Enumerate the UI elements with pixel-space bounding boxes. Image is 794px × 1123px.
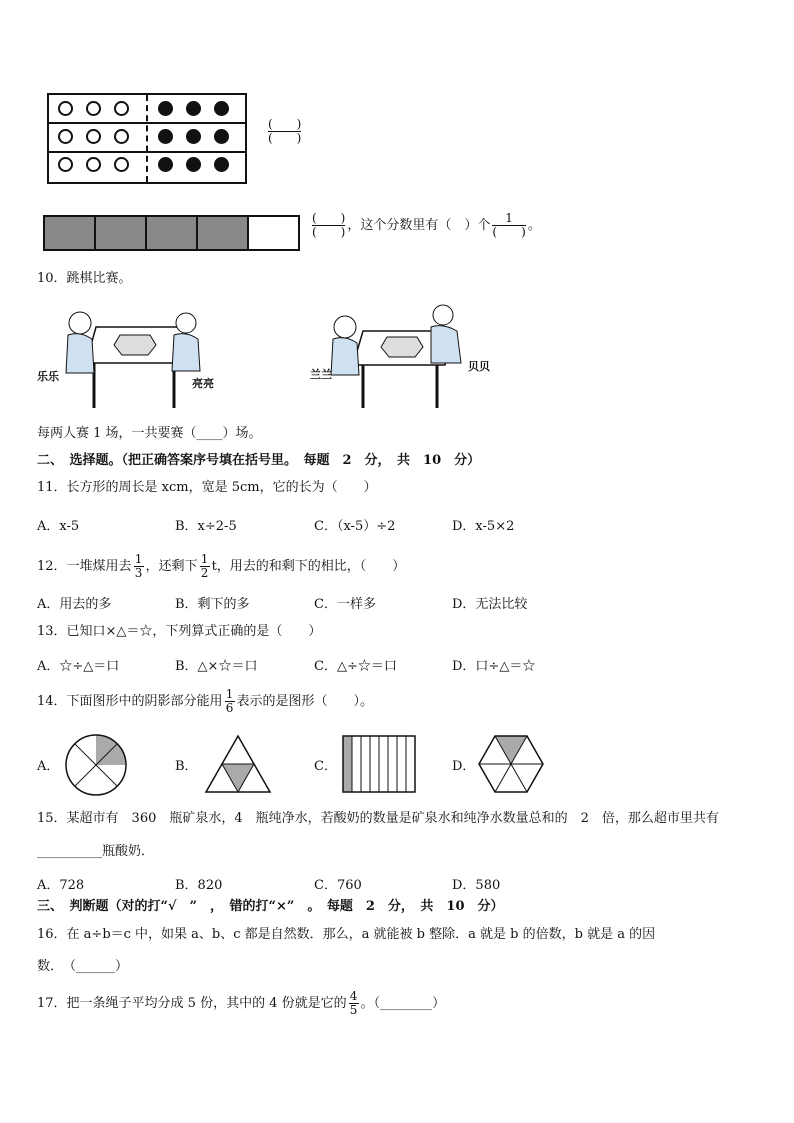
- q13-option-d: D．口÷△＝☆: [452, 659, 536, 674]
- section-2-heading: 二、 选择题。（把正确答案序号填在括号里。 每题 2 分， 共 10 分）: [37, 453, 481, 468]
- player-lele: 乐乐: [37, 370, 59, 383]
- chess-scene-left: [38, 305, 208, 410]
- q14-option-b: B．: [175, 759, 198, 774]
- player-lanlan: 兰兰: [310, 368, 332, 381]
- q13-option-b: B．△×☆＝口: [175, 659, 258, 674]
- filled-dot: [158, 101, 173, 116]
- strip-figure: [43, 215, 300, 251]
- q12-stem: 12．一堆煤用去 $\frac{1}{3}$ ，还剩下 $\frac{1}{2}$ t，用去的和剩下的相比，（ ）: [37, 552, 406, 580]
- q14-option-d: D．: [452, 759, 476, 774]
- hollow-dot: [58, 157, 73, 172]
- q13-option-c: C．△÷☆＝口: [314, 659, 397, 674]
- filled-dot: [186, 101, 201, 116]
- hollow-dot: [114, 101, 129, 116]
- q10-text: 每两人赛 1 场，一共要赛（____）场。: [37, 426, 262, 441]
- hollow-dot: [86, 129, 101, 144]
- hollow-dot: [114, 129, 129, 144]
- q12-option-d: D．无法比较: [452, 597, 528, 612]
- player-liangliang: 亮亮: [192, 377, 214, 390]
- filled-dot: [158, 157, 173, 172]
- hollow-dot: [58, 129, 73, 144]
- q15-option-d: D．580: [452, 878, 501, 893]
- q11-option-b: B．x÷2-5: [175, 519, 237, 534]
- q10-title: 10．跳棋比赛。: [37, 271, 132, 286]
- q14-figure-c-rectangle: [342, 735, 416, 793]
- hollow-dot: [58, 101, 73, 116]
- q14-option-c: C．: [314, 759, 337, 774]
- hollow-dot: [114, 157, 129, 172]
- q14-option-a: A．: [37, 759, 60, 774]
- q11-option-d: D．x-5×2: [452, 519, 515, 534]
- q14-figure-d-hexagon: [476, 733, 546, 795]
- q15-option-a: A．728: [37, 878, 85, 893]
- q12-option-a: A．用去的多: [37, 597, 112, 612]
- q15-stem: 15．某超市有 360 瓶矿泉水，4 瓶纯净水，若酸奶的数量是矿泉水和纯净水数量总和的 2 倍，那么超市里共有: [37, 811, 719, 826]
- q16-line-2: 数． （______）: [37, 959, 129, 974]
- q17-stem: 17．把一条绳子平均分成 5 份，其中的 4 份就是它的 $\frac{4}{5}$ 。（________）: [37, 989, 446, 1017]
- q11-stem: 11．长方形的周长是 xcm，宽是 5cm，它的长为（ ）: [37, 480, 377, 495]
- q16-line-1: 16．在 a÷b＝c 中，如果 a、b、c 都是自然数．那么，a 就能被 b 整除．a 就是 b 的倍数，b 就是 a 的因: [37, 927, 656, 942]
- fraction-answer-1: $\frac{( )}{( )}$: [268, 117, 302, 145]
- q12-option-b: B．剩下的多: [175, 597, 250, 612]
- q11-option-a: A．x-5: [37, 519, 80, 534]
- filled-dot: [214, 129, 229, 144]
- hollow-dot: [86, 101, 101, 116]
- q13-option-a: A．☆÷△＝口: [37, 659, 120, 674]
- q15-option-b: B．820: [175, 878, 223, 893]
- filled-dot: [214, 101, 229, 116]
- q12-option-c: C．一样多: [314, 597, 376, 612]
- q15-stem-2: __________瓶酸奶．: [37, 844, 155, 859]
- filled-dot: [186, 129, 201, 144]
- strip-question: $\frac{( )}{( )}$ ，这个分数里有（ ）个 $\frac{1}{( )}$ 。: [312, 211, 541, 239]
- q11-option-c: C．（x-5）÷2: [314, 519, 396, 534]
- q14-figure-b-triangle: [204, 734, 272, 794]
- q14-figure-a-circle: [64, 733, 128, 797]
- filled-dot: [214, 157, 229, 172]
- q15-option-c: C．760: [314, 878, 362, 893]
- section-3-heading: 三、 判断题（对的打“√ ” ， 错的打“×” 。 每题 2 分， 共 10 分）: [37, 899, 504, 914]
- filled-dot: [186, 157, 201, 172]
- q13-stem: 13．已知口×△＝☆，下列算式正确的是（ ）: [37, 624, 322, 639]
- chess-scene-right: [325, 303, 495, 408]
- q14-stem: 14．下面图形中的阴影部分能用 $\frac{1}{6}$ 表示的是图形（ ）。: [37, 687, 374, 715]
- hollow-dot: [86, 157, 101, 172]
- player-beibei: 贝贝: [468, 360, 490, 373]
- filled-dot: [158, 129, 173, 144]
